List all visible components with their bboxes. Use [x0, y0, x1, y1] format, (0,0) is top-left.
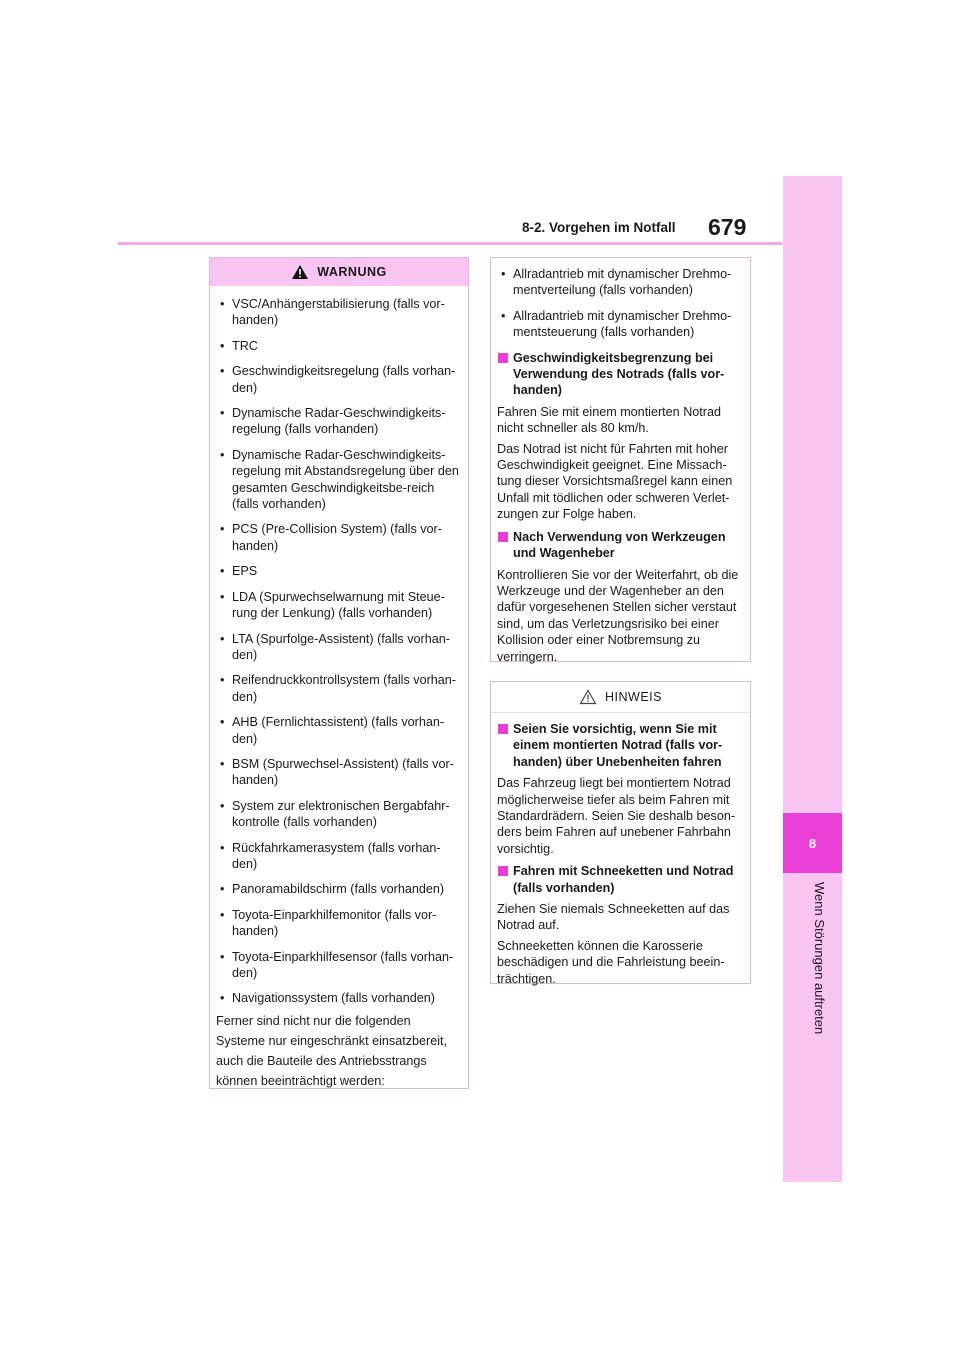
warning-bullet: • BSM (Spurwechsel-Assistent) (falls vor-handen): [216, 756, 462, 789]
chapter-title: Wenn Störungen auftreten: [812, 882, 827, 1035]
warning-body: [210, 286, 468, 1101]
paragraph: Schneeketten können die Karosserie beschädigen und die Fahrleistung beein-trächtigen.: [497, 938, 725, 986]
warning-bullet: • Geschwindigkeitsregelung (falls vorhan-den): [216, 363, 462, 396]
warning-bullet: • Panoramabildschirm (falls vorhanden): [216, 881, 462, 897]
hint-title: HINWEIS: [605, 690, 662, 704]
warning-bullet: • AHB (Fernlichtassistent) (falls vorhan-den): [216, 714, 462, 747]
chapter-number: 8: [783, 813, 842, 873]
warning-continuation-box: [490, 257, 751, 662]
warning-bullet: • System zur elektronischen Bergabfahr-kontrolle (falls vorhanden): [216, 798, 462, 831]
warning-triangle-icon: [291, 264, 309, 280]
warning-continuation-body: [491, 258, 750, 675]
subsection-heading: Fahren mit Schneeketten und Notrad (falls vorhanden): [497, 863, 744, 896]
square-bullet-icon: [498, 724, 508, 734]
warning-title: WARNUNG: [317, 265, 387, 279]
warning-bullet: • Allradantrieb mit dynamischer Drehmo-mentsteuerung (falls vorhanden): [497, 308, 744, 341]
paragraph: Ziehen Sie niemals Schneeketten auf das Notrad auf.: [497, 902, 730, 933]
square-bullet-icon: [498, 532, 508, 542]
paragraph: Fahren Sie mit einem montierten Notrad nicht schneller als 80 km/h.: [497, 404, 721, 436]
paragraph: Das Fahrzeug liegt bei montiertem Notrad möglicherweise tiefer als beim Fahren mit Standardrädern. Seien Sie deshalb beson-ders beim Fahren auf unebener Fahrbahn vorsichtig.: [497, 776, 736, 856]
section-title: 8-2. Vorgehen im Notfall: [522, 220, 676, 235]
page-number: 679: [708, 214, 747, 240]
warning-bullet: • PCS (Pre-Collision System) (falls vor-handen): [216, 521, 462, 554]
warning-bullet: • Dynamische Radar-Geschwindigkeits-regelung mit Abstandsregelung über den gesamten Geschwindigkeitsbe-reich (falls vorhanden): [216, 447, 462, 513]
warning-bullet: • EPS: [216, 563, 462, 579]
warning-bullet: • LDA (Spurwechselwarnung mit Steue-rung der Lenkung) (falls vorhanden): [216, 589, 462, 622]
warning-bullet: • Toyota-Einparkhilfemonitor (falls vor-handen): [216, 907, 462, 940]
warning-bullet: • LTA (Spurfolge-Assistent) (falls vorhan-den): [216, 631, 462, 664]
hint-box: [490, 681, 751, 984]
subsection-heading: Geschwindigkeitsbegrenzung bei Verwendung des Notrads (falls vor-handen): [497, 350, 744, 399]
warning-bullet: • VSC/Anhängerstabilisierung (falls vor-handen): [216, 296, 462, 329]
header-rule: [118, 242, 782, 245]
warning-bullet: • Toyota-Einparkhilfesensor (falls vorhan-den): [216, 949, 462, 982]
hint-header: [491, 682, 750, 713]
subsection-heading: Nach Verwendung von Werkzeugen und Wagenheber: [497, 529, 744, 562]
warning-bullet: • Reifendruckkontrollsystem (falls vorhan-den): [216, 672, 462, 705]
paragraph: Kontrollieren Sie vor der Weiterfahrt, ob die Werkzeuge und der Wagenheber an den dafür vorgesehenen Stellen sicher verstaut sind, um das Verletzungsrisiko bei einer Kollision oder einer Notbremsung zu verringern.: [497, 567, 739, 664]
warning-bullet: • Allradantrieb mit dynamischer Drehmo-mentverteilung (falls vorhanden): [497, 266, 744, 299]
caution-triangle-icon: [579, 689, 597, 705]
subsection-heading: Seien Sie vorsichtig, wenn Sie mit einem montierten Notrad (falls vor-handen) über Unebenheiten fahren: [497, 721, 744, 770]
square-bullet-icon: [498, 353, 508, 363]
warning-closing-text: Ferner sind nicht nur die folgenden Systeme nur eingeschränkt einsatzbereit, auch die Bauteile des Antriebsstrangs können beeinträchtigt werden:: [216, 1013, 448, 1088]
warning-bullet: • Navigationssystem (falls vorhanden): [216, 990, 462, 1006]
warning-header: [210, 258, 468, 286]
warning-box: [209, 257, 469, 1089]
hint-body: [491, 713, 750, 997]
square-bullet-icon: [498, 866, 508, 876]
warning-bullet: • TRC: [216, 338, 462, 354]
paragraph: Das Notrad ist nicht für Fahrten mit hoher Geschwindigkeit geeignet. Eine Missach-tung dieser Vorsichtsmaßregel kann einen Unfall mit tödlichen oder schweren Verlet-zungen zur Folge haben.: [497, 441, 733, 522]
warning-bullet: • Rückfahrkamerasystem (falls vorhan-den): [216, 840, 462, 873]
warning-bullet: • Dynamische Radar-Geschwindigkeits-regelung (falls vorhanden): [216, 405, 462, 438]
